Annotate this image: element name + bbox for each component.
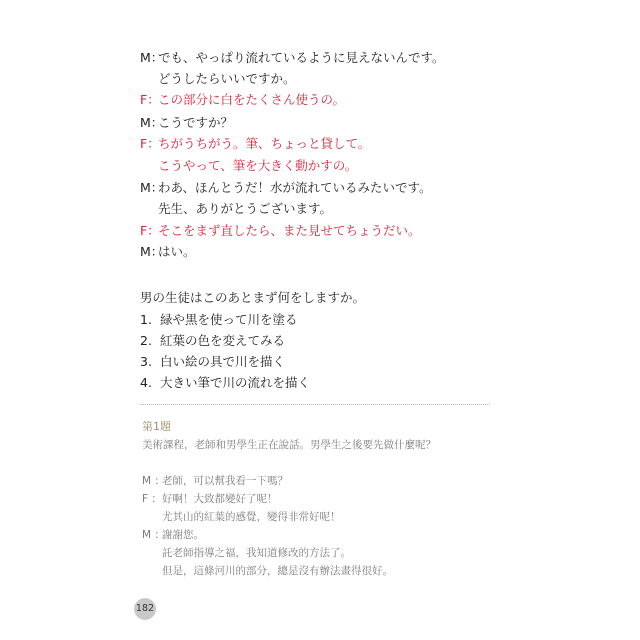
speaker-label: M： <box>140 50 164 65</box>
dialogue-line <box>140 93 345 107</box>
dialogue-line <box>140 116 233 130</box>
page-number: 182 <box>134 598 156 620</box>
dialogue-line <box>140 181 432 195</box>
translation-text: 好啊！大致都變好了呢！ <box>162 493 278 505</box>
option-number: 2. <box>140 333 152 348</box>
translation-title: 第1題 <box>142 420 171 433</box>
dialogue-line <box>140 137 370 151</box>
speaker-label: M： <box>140 180 164 195</box>
translation-line <box>142 491 278 506</box>
dialogue-text: こうですか？ <box>158 115 234 130</box>
translation-text: 託老師指導之福，我知道修改的方法了。 <box>162 547 351 559</box>
option-text: 白い絵の具で川を描く <box>160 354 286 369</box>
translation-prompt: 美術課程，老師和男學生正在說話。男學生之後要先做什麼呢？ <box>142 439 436 451</box>
dialogue-line <box>140 159 357 173</box>
translation-text: 謝謝您。 <box>162 529 204 541</box>
speaker-label: M ： <box>142 529 165 541</box>
answer-option <box>140 310 298 328</box>
answer-option <box>140 373 310 391</box>
translation-line <box>142 473 288 488</box>
dialogue-text: この部分に白をたくさん使うの。 <box>158 92 346 107</box>
option-text: 紅葉の色を変えてみる <box>160 333 286 348</box>
option-number: 4. <box>140 375 152 390</box>
dialogue-line <box>140 202 332 216</box>
dialogue-line <box>140 51 445 65</box>
option-number: 3. <box>140 354 152 369</box>
dialogue-text: わあ、ほんとうだ！水が流れているみたいです。 <box>158 180 432 195</box>
option-number: 1. <box>140 312 152 327</box>
option-text: 大きい筆で川の流れを描く <box>160 375 311 390</box>
translation-text: 尤其山的紅葉的感覺，變得非常好呢！ <box>162 511 341 523</box>
translation-line <box>142 509 341 524</box>
translation-text: 但是，這條河川的部分，總是沒有辦法畫得很好。 <box>162 565 393 577</box>
translation-line <box>142 545 351 560</box>
translation-line <box>142 527 204 542</box>
translation-text: 老師，可以幫我看一下嗎？ <box>162 475 288 487</box>
dialogue-text: はい。 <box>158 244 196 259</box>
dialogue-line <box>140 245 196 259</box>
speaker-label: M ： <box>142 475 165 487</box>
translation-line <box>142 563 393 578</box>
dialogue-text: 先生、ありがとうございます。 <box>158 201 333 216</box>
dialogue-text: そこをまず直したら、また見せてちょうだい。 <box>158 223 421 238</box>
speaker-label: F： <box>140 136 160 151</box>
speaker-label: F ： <box>142 493 162 505</box>
dialogue-line <box>140 72 296 86</box>
question-text: 男の生徒はこのあとまず何をしますか。 <box>140 290 366 305</box>
speaker-label: F： <box>140 92 160 107</box>
section-divider <box>140 404 490 405</box>
option-text: 緑や黒を使って川を塗る <box>160 312 298 327</box>
answer-option <box>140 331 285 349</box>
answer-option <box>140 352 285 370</box>
dialogue-text: でも、やっぱり流れているように見えないんです。 <box>158 50 445 65</box>
speaker-label: M： <box>140 244 164 259</box>
dialogue-text: こうやって、筆を大きく動かすの。 <box>158 158 358 173</box>
speaker-label: M： <box>140 115 164 130</box>
dialogue-text: どうしたらいいですか。 <box>158 71 296 86</box>
dialogue-text: ちがうちがう。筆、ちょっと貸して。 <box>158 136 371 151</box>
speaker-label: F： <box>140 223 160 238</box>
dialogue-line <box>140 224 421 238</box>
